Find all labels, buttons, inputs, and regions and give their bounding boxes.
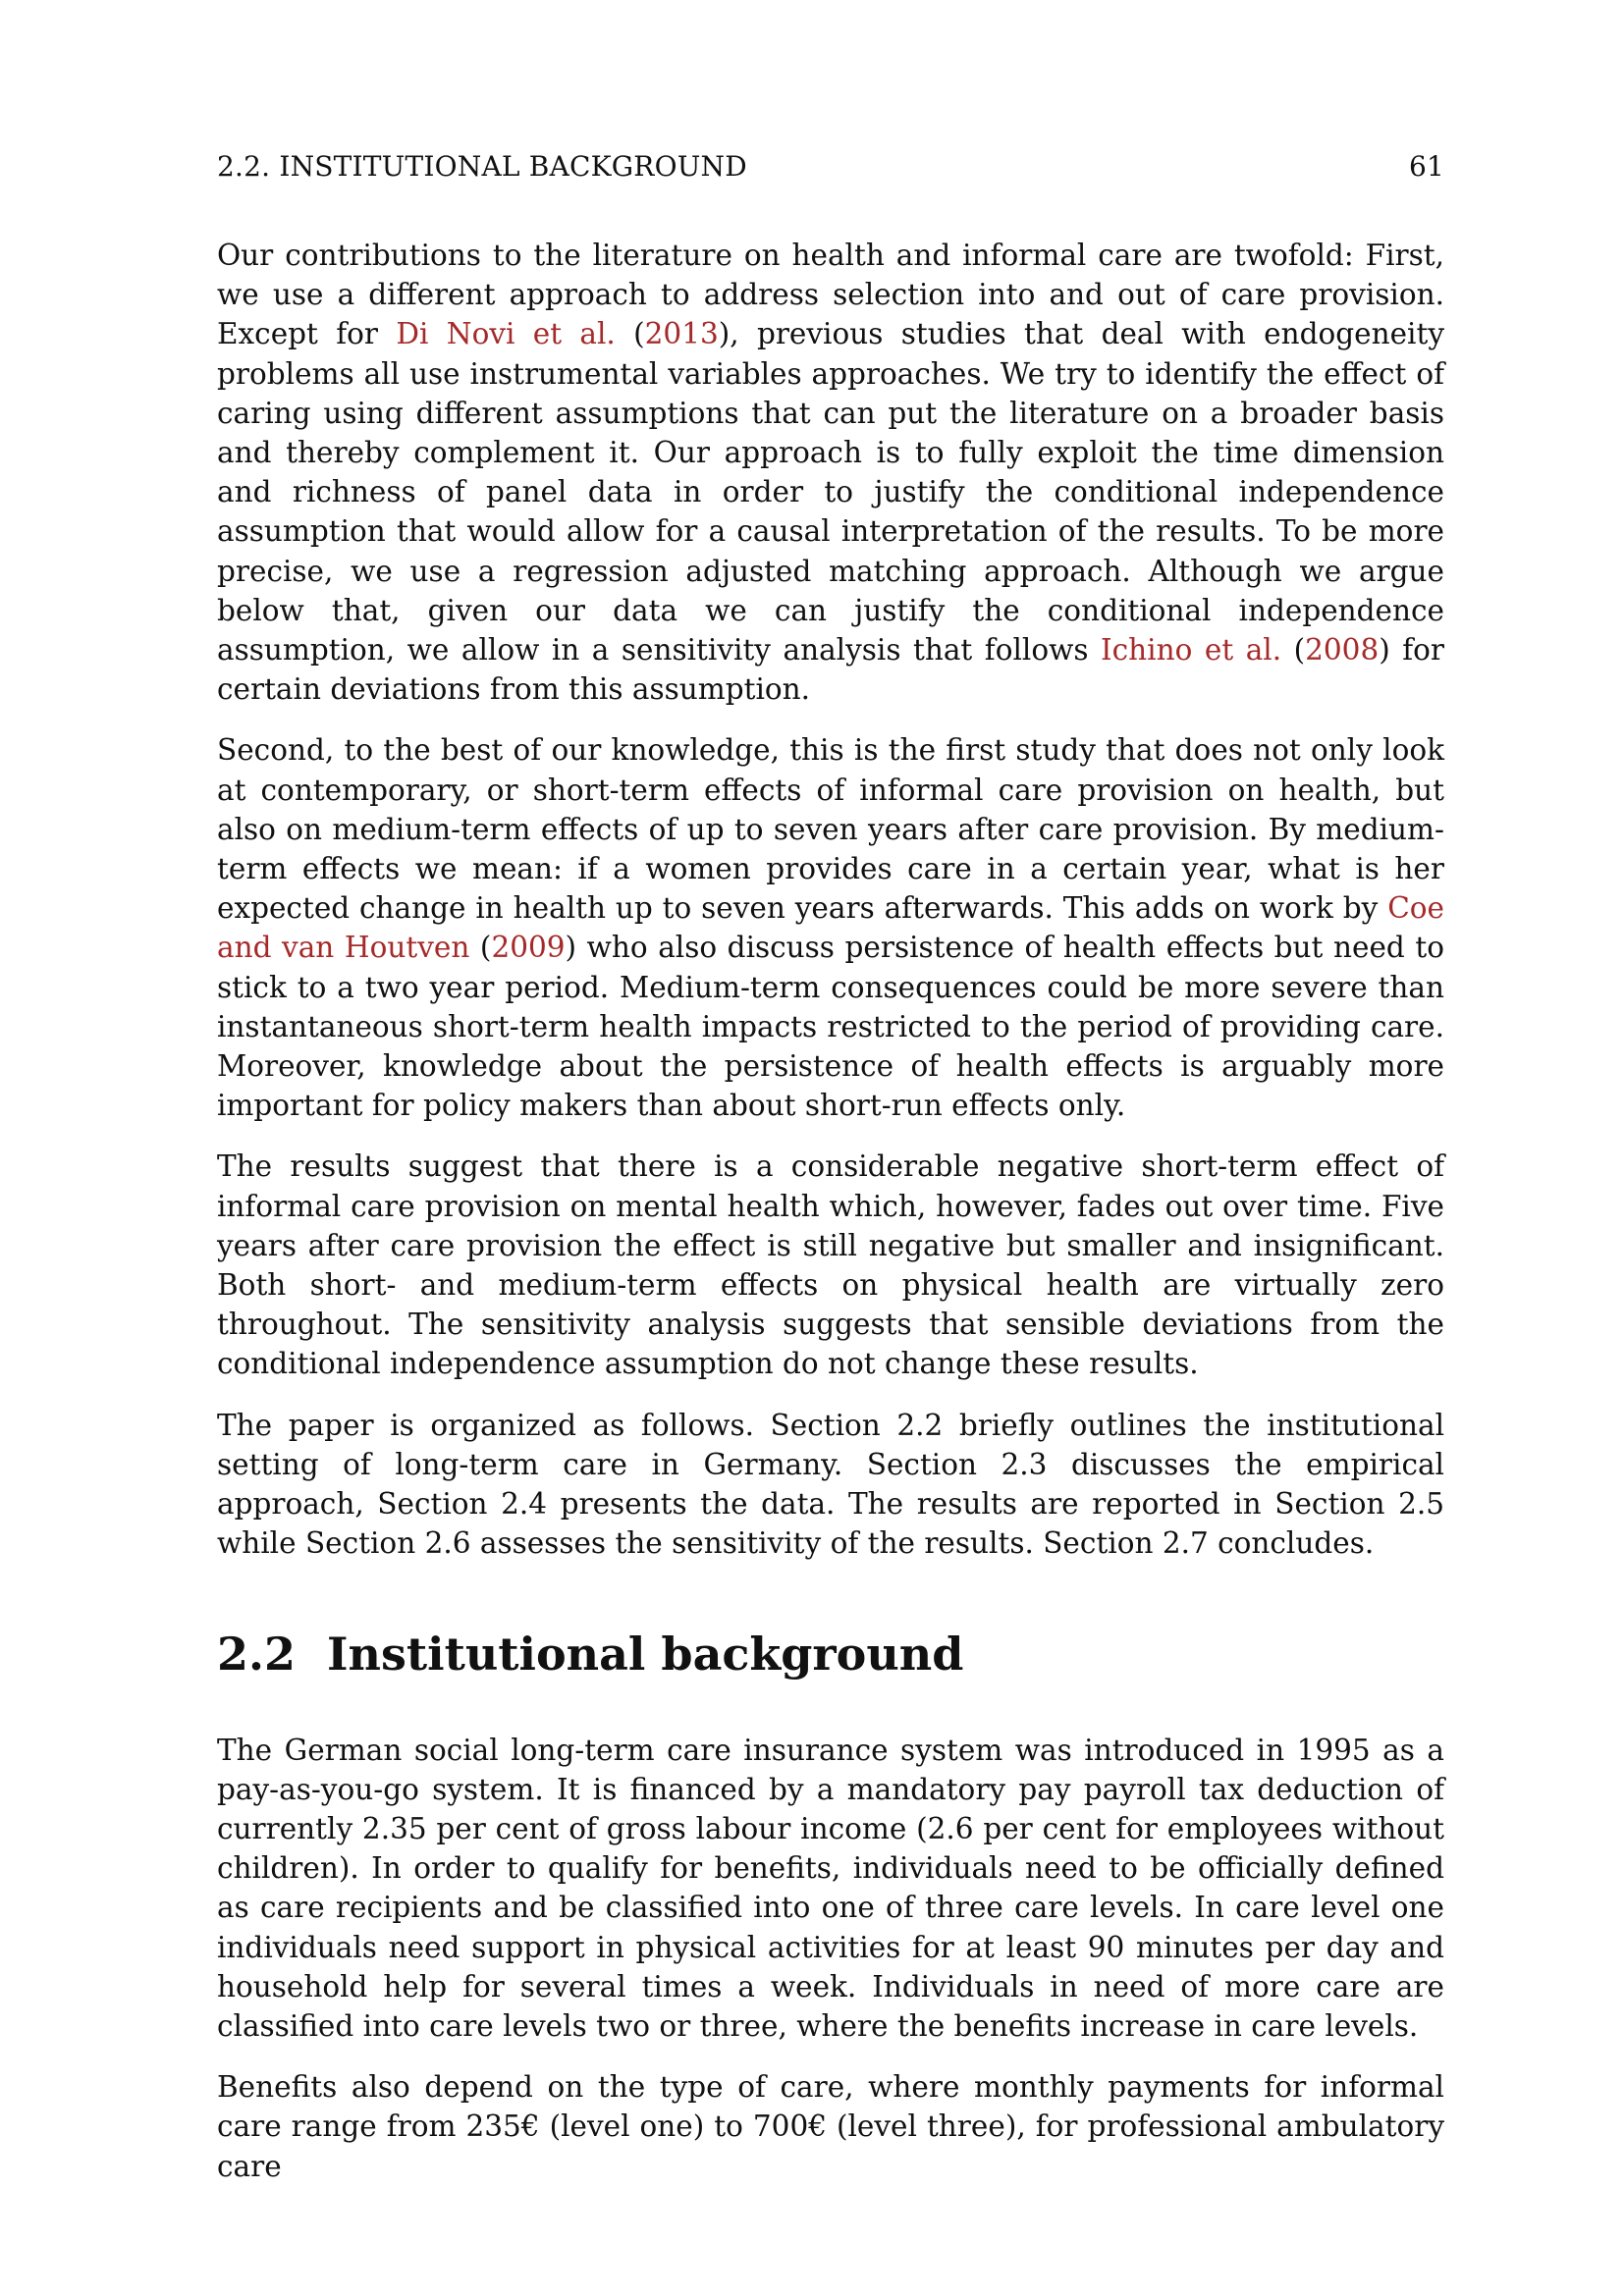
- section-title: Institutional background: [327, 1627, 964, 1681]
- section-number: 2.2: [217, 1627, 297, 1681]
- text-run: (: [469, 931, 492, 965]
- page-number: 61: [1408, 150, 1444, 183]
- text-run: The paper is organized as follows. Section 2.2 briefly outlines the institutional setting of long-term care in Germany. Section 2.3 discusses the empirical approach, Section 2.4 presents the data. The results are reported in Section 2.5 while Section 2.6 assesses the sensitivity of the results. Section 2.7 concludes.: [217, 1408, 1444, 1561]
- citation-year-link-2009[interactable]: 2009: [491, 931, 566, 965]
- text-run: (: [1281, 633, 1306, 667]
- paragraph-contributions: [217, 236, 1444, 709]
- text-run: ) for certain deviations from this assumption.: [217, 633, 1445, 707]
- paragraph-organization: [217, 1406, 1444, 1564]
- paragraph-results: [217, 1147, 1444, 1383]
- text-run: The results suggest that there is a considerable negative short-term effect of informal care provision on mental health which, however, fades out over time. Five years after care provision the effect is still negative but smaller and insignificant. Both short- and medium-term effects on physical health are virtually zero throughout. The sensitivity analysis suggests that sensible deviations from the conditional independence assumption do not change these results.: [217, 1149, 1444, 1381]
- text-run: (: [615, 317, 645, 351]
- paragraph-benefits: [217, 2067, 1444, 2186]
- citation-link-coe-van-houtven[interactable]: Coe and van Houtven: [217, 891, 1444, 965]
- running-header: [217, 147, 1444, 187]
- paragraph-insurance-system: [217, 1731, 1444, 2047]
- section-heading: [217, 1625, 1444, 1683]
- text-run: Second, to the best of our knowledge, this is the first study that does not only look at contemporary, or short-term effects of informal care provision on health, but also on medium-term effects of up to seven years after care provision. By medium-term effects we mean: if a women provides care in a certain year, what is her expected change in health up to seven years afterwards. This adds on work by: [217, 733, 1444, 926]
- citation-link-ichino[interactable]: Ichino et al.: [1101, 633, 1282, 667]
- citation-year-link-2008[interactable]: 2008: [1305, 633, 1380, 667]
- text-run: Benefits also depend on the type of care, where monthly payments for informal care range from 235€ (level one) to 700€ (level three), for professional ambulatory care: [217, 2070, 1444, 2183]
- body-text: [217, 236, 1444, 2208]
- text-run: The German social long-term care insurance system was introduced in 1995 as a pay-as-you-go system. It is financed by a mandatory pay payroll tax deduction of currently 2.35 per cent of gross labour income (2.6 per cent for employees without children). In order to qualify for benefits, individuals need to be officially defined as care recipients and be classified into one of three care levels. In care level one individuals need support in physical activities for at least 90 minutes per day and household help for several times a week. Individuals in need of more care are classified into care levels two or three, where the benefits increase in care levels.: [217, 1733, 1444, 2043]
- running-title: 2.2. INSTITUTIONAL BACKGROUND: [217, 150, 747, 183]
- citation-year-link-2013[interactable]: 2013: [644, 317, 719, 351]
- citation-link-di-novi[interactable]: Di Novi et al.: [396, 317, 616, 351]
- text-run: ), previous studies that deal with endogeneity problems all use instrumental variables approaches. We try to identify the effect of caring using different assumptions that can put the literature on a broader basis and thereby complement it. Our approach is to fully exploit the time dimension and richness of panel data in order to justify the conditional independence assumption that would allow for a causal interpretation of the results. To be more precise, we use a regression adjusted matching approach. Although we argue below that, given our data we can justify the conditional independence assumption, we allow in a sensitivity analysis that follows: [217, 317, 1445, 667]
- paragraph-medium-term: [217, 730, 1444, 1125]
- text-run: Our contributions to the literature on health and informal care are twofold: First, we use a different approach to address selection into and out of care provision. Except for: [217, 239, 1444, 351]
- text-run: ) who also discuss persistence of health effects but need to stick to a two year period. Medium-term consequences could be more severe than instantaneous short-term health impacts restricted to the period of providing care. Moreover, knowledge about the persistence of health effects is arguably more important for policy makers than about short-run effects only.: [217, 931, 1444, 1123]
